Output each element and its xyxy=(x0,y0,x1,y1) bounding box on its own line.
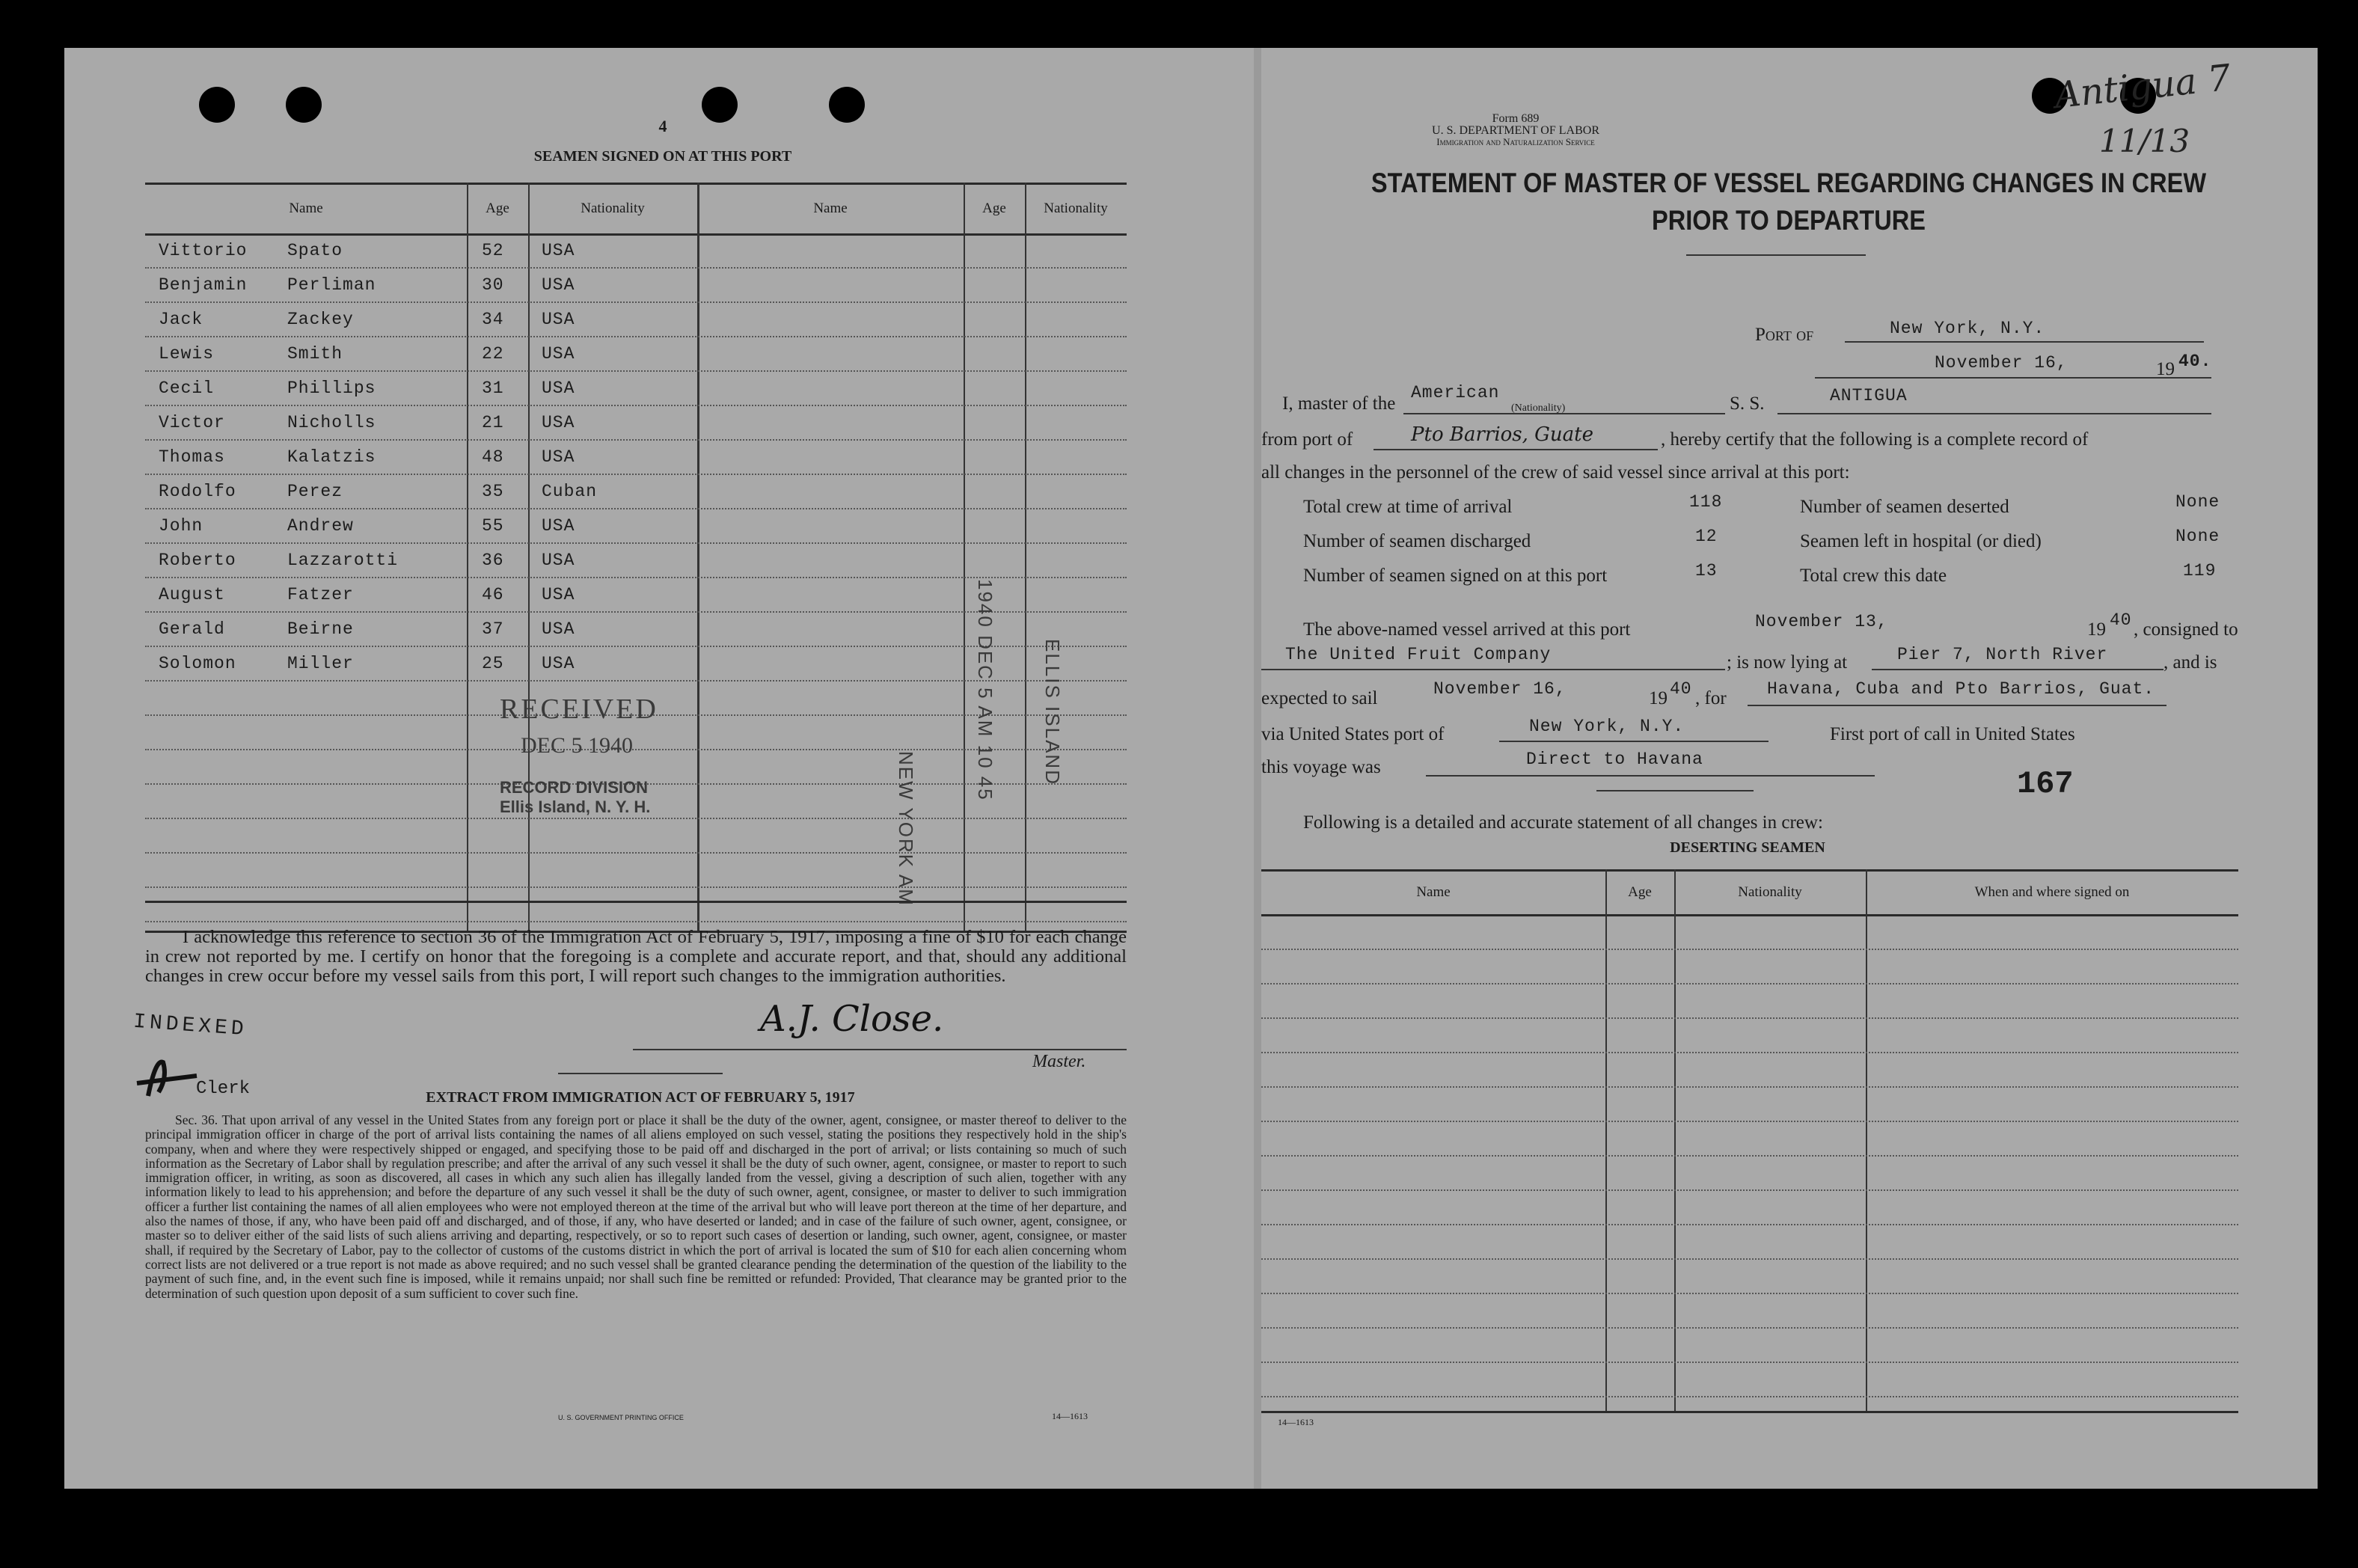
seaman-last-name: Perliman xyxy=(287,275,376,295)
seaman-last-name: Lazzarotti xyxy=(287,551,399,570)
stamp-division: RECORD DIVISION xyxy=(500,778,649,797)
seaman-first-name: John xyxy=(159,516,203,536)
this-voyage-label: this voyage was xyxy=(1261,757,1381,777)
sail-year-prefix: 19 xyxy=(1649,688,1668,708)
acknowledgement-text: I acknowledge this reference to section 36 of the Immigration Act of February 5, 1917, imposing a fine of $10 for each change in crew not reported by me. I certify on honor that the foregoing is a complete and accurate report, and that, should any additional changes in crew occur before my vessel sails from this port, I will report such changes to the immigration authorities. xyxy=(145,927,1127,986)
year-prefix: 19 xyxy=(2156,359,2175,379)
seaman-age: 37 xyxy=(482,619,504,639)
seaman-last-name: Phillips xyxy=(287,379,376,398)
col-nationality: Nationality xyxy=(581,200,645,216)
table-row xyxy=(145,371,1127,406)
seaman-nationality: USA xyxy=(542,344,575,364)
seaman-age: 35 xyxy=(482,482,504,501)
table-row xyxy=(145,543,1127,578)
seaman-last-name: Nicholls xyxy=(287,413,376,432)
arrived-date: November 13, xyxy=(1755,612,1888,631)
discharged-label: Number of seamen discharged xyxy=(1303,531,1531,551)
seaman-last-name: Miller xyxy=(287,654,354,673)
field-line xyxy=(1815,377,2211,379)
arrived-year-prefix: 19 xyxy=(2087,619,2106,640)
field-line xyxy=(1374,449,1658,450)
via-label: via United States port of xyxy=(1261,724,1445,744)
via-port: New York, N.Y. xyxy=(1529,717,1685,736)
divider xyxy=(1686,254,1866,256)
and-is-label: , and is xyxy=(2163,652,2217,673)
seaman-last-name: Andrew xyxy=(287,516,354,536)
table-row xyxy=(145,853,1127,888)
table-row xyxy=(145,509,1127,544)
extract-text: Sec. 36. That upon arrival of any vessel in the United States from any foreign port or place it shall be the duty of the owner, agent, consignee, or master thereof to deliver to the principal immigration officer in charge of the port of arrival lists containing the names of all aliens employed on such vessel, stating the positions they respectively hold in the ship's company, when and where they were respectively shipped or engaged, and specifying those to be paid off and discharged in the port of arrival; or lists containing so much of such information as the Secretary of Labor shall by regulation prescribe; and after the arrival of any such vessel it shall be the duty of such owner, agent, consignee, or master to report to such immigration officer, in writing, as soon as discovered, all cases in which any such alien has illegally landed from the vessel, giving a description of such alien, together with any information likely to lead to his apprehension; and before the departure of any such vessel it shall be the duty of such owner, agent, consignee, or master to deliver to such immigration officer a further list containing the names of all alien employees who were not employed thereon at the time of the arrival but who will leave port thereon at the time of her departure, and also the names of those, if any, who have been paid off and discharged, and of those, if any, who have deserted or landed; and in case of the failure of such owner, agent, consignee, or master so to deliver either of the said lists of such aliens arriving and departing, respectively, or so to report such cases of desertion or landing, such owner, agent, consignee, or master shall, if required by the Secretary of Labor, pay to the collector of customs of the customs district in which the port of arrival is located the sum of $10 for each alien concerning whom correct lists are not delivered or a true report is not made as above required; and no such vessel shall be granted clearance pending the determination of the question of the liability to the payment of such fine, and, in the event such fine is imposed, while it remains unpaid; nor shall such fine be remitted or refunded: Provided, That clearance may be granted prior to the determination of such question upon deposit of a sum sufficient to cover such fine. xyxy=(145,1112,1127,1301)
table-row xyxy=(1261,1396,2238,1397)
master-signature: A.J. Close. xyxy=(760,998,944,1040)
left-title: SEAMEN SIGNED ON AT THIS PORT xyxy=(533,148,792,165)
table-row xyxy=(1261,1017,2238,1019)
table-row xyxy=(145,233,1127,269)
desert-col-nationality: Nationality xyxy=(1738,884,1802,900)
received-stamp xyxy=(500,693,769,817)
seaman-first-name: Lewis xyxy=(159,344,215,364)
table-row xyxy=(145,887,1127,922)
from-port-label: from port of xyxy=(1261,429,1353,450)
table-row xyxy=(145,302,1127,337)
seaman-last-name: Beirne xyxy=(287,619,354,639)
hospital-label: Seamen left in hospital (or died) xyxy=(1800,531,2042,551)
page-gutter xyxy=(1254,48,1261,1489)
vessel-name: ANTIGUA xyxy=(1830,386,1908,405)
table-row xyxy=(1261,1327,2238,1329)
table-row xyxy=(145,337,1127,372)
clerk-label: Clerk xyxy=(196,1079,251,1099)
seaman-nationality: USA xyxy=(542,516,575,536)
certify-text: , hereby certify that the following is a complete record of xyxy=(1661,429,2089,450)
col-age: Age xyxy=(486,200,509,216)
date-value: November 16, xyxy=(1935,353,2068,373)
seaman-first-name: August xyxy=(159,585,225,604)
table-row xyxy=(1261,1362,2238,1363)
total-crew-date-label: Total crew this date xyxy=(1800,566,1947,586)
nationality-value: American xyxy=(1411,383,1500,402)
seaman-age: 30 xyxy=(482,275,504,295)
year-value: 40. xyxy=(2178,352,2212,371)
seaman-nationality: USA xyxy=(542,310,575,329)
table-row xyxy=(1261,1086,2238,1088)
seaman-age: 22 xyxy=(482,344,504,364)
right-page xyxy=(1261,48,2318,1489)
seaman-first-name: Vittorio xyxy=(159,241,248,260)
left-page xyxy=(64,48,1254,1489)
seaman-nationality: USA xyxy=(542,654,575,673)
seaman-last-name: Spato xyxy=(287,241,343,260)
document-sheet xyxy=(64,48,2318,1489)
seaman-last-name: Zackey xyxy=(287,310,354,329)
service: Immigration and Naturalization Service xyxy=(1436,136,1595,147)
signed-on-label: Number of seamen signed on at this port xyxy=(1303,566,1608,586)
field-line xyxy=(1777,413,2211,414)
table-row xyxy=(1261,1258,2238,1260)
seaman-age: 34 xyxy=(482,310,504,329)
master-label: Master. xyxy=(1032,1052,1086,1071)
punch-hole xyxy=(199,87,235,123)
deserting-seamen-table xyxy=(1261,869,2238,1411)
seaman-first-name: Gerald xyxy=(159,619,225,639)
page-number: 4 xyxy=(658,117,667,135)
stamp-date: DEC 5 1940 xyxy=(521,733,633,758)
seaman-first-name: Roberto xyxy=(159,551,236,570)
arrived-label: The above-named vessel arrived at this port xyxy=(1303,619,1631,640)
deserted: None xyxy=(2175,492,2220,512)
seaman-last-name: Kalatzis xyxy=(287,447,376,467)
for-label: , for xyxy=(1695,688,1727,708)
form-title-1: STATEMENT OF MASTER OF VESSEL REGARDING CHANGES IN CREW xyxy=(1371,168,2207,198)
col-nationality-2: Nationality xyxy=(1044,200,1108,216)
port-value: New York, N.Y. xyxy=(1890,319,2045,338)
seaman-age: 25 xyxy=(482,654,504,673)
seaman-nationality: USA xyxy=(542,275,575,295)
divider xyxy=(1596,790,1754,791)
punch-hole xyxy=(286,87,322,123)
punch-hole xyxy=(702,87,738,123)
vertical-stamp-col1: NEW YORK AM xyxy=(895,751,917,907)
master-of-label: I, master of the xyxy=(1282,393,1396,414)
seaman-last-name: Smith xyxy=(287,344,343,364)
seaman-age: 36 xyxy=(482,551,504,570)
signed-on: 13 xyxy=(1695,561,1718,581)
stamp-location: Ellis Island, N. Y. H. xyxy=(500,797,651,816)
field-line xyxy=(1426,775,1875,777)
following-label: Following is a detailed and accurate statement of all changes in crew: xyxy=(1303,812,1823,833)
destination: Havana, Cuba and Pto Barrios, Guat. xyxy=(1767,679,2155,699)
clerk-initial xyxy=(133,1055,178,1100)
field-line xyxy=(1499,741,1768,742)
seaman-age: 55 xyxy=(482,516,504,536)
seaman-nationality: USA xyxy=(542,241,575,260)
seaman-last-name: Fatzer xyxy=(287,585,354,604)
form-number: Form 689 xyxy=(1492,112,1540,125)
desert-col-signed-on: When and where signed on xyxy=(1974,884,2130,900)
field-line xyxy=(1403,413,1725,414)
extract-title: EXTRACT FROM IMMIGRATION ACT OF FEBRUARY 5, 1917 xyxy=(426,1089,855,1106)
seaman-first-name: Victor xyxy=(159,413,225,432)
sail-date: November 16, xyxy=(1433,679,1567,699)
seaman-age: 46 xyxy=(482,585,504,604)
table-row xyxy=(145,474,1127,509)
desert-col-age: Age xyxy=(1628,884,1652,900)
table-row xyxy=(1261,1121,2238,1122)
handwritten-note: Antigua 7 xyxy=(2052,56,2233,117)
deserting-title: DESERTING SEAMEN xyxy=(1670,839,1825,856)
first-port-value: Direct to Havana xyxy=(1526,750,1703,769)
sail-year: 40 xyxy=(1670,679,1692,699)
divider xyxy=(558,1073,723,1074)
seaman-first-name: Jack xyxy=(159,310,203,329)
col-name-2: Name xyxy=(813,200,848,216)
seaman-nationality: USA xyxy=(542,619,575,639)
seaman-nationality: USA xyxy=(542,585,575,604)
field-line xyxy=(1872,669,2163,670)
table-row xyxy=(1261,1224,2238,1225)
field-line xyxy=(1261,669,1725,670)
signature-line xyxy=(633,1049,1127,1050)
table-row xyxy=(145,405,1127,441)
lying-at: Pier 7, North River xyxy=(1897,645,2108,664)
deserted-label: Number of seamen deserted xyxy=(1800,497,2009,517)
table-row xyxy=(1261,1155,2238,1157)
discharged: 12 xyxy=(1695,527,1718,546)
from-port-value: Pto Barrios, Guate xyxy=(1411,423,1594,446)
seaman-first-name: Benjamin xyxy=(159,275,248,295)
total-crew-arrival: 118 xyxy=(1689,492,1723,512)
table-row xyxy=(1261,1293,2238,1294)
handwritten-date: 11/13 xyxy=(2099,123,2190,159)
form-title-2: PRIOR TO DEPARTURE xyxy=(1651,205,1926,236)
form-code-left: 14—1613 xyxy=(1052,1411,1088,1421)
printing-office: U. S. GOVERNMENT PRINTING OFFICE xyxy=(558,1414,684,1421)
total-crew-arrival-label: Total crew at time of arrival xyxy=(1303,497,1513,517)
ss-label: S. S. xyxy=(1730,393,1765,414)
first-port-label: First port of call in United States xyxy=(1830,724,2075,744)
table-row xyxy=(1261,1189,2238,1191)
seaman-age: 52 xyxy=(482,241,504,260)
port-label: Port of xyxy=(1755,325,1814,345)
stamp-title: RECEIVED xyxy=(500,693,658,725)
desert-col-name: Name xyxy=(1416,884,1451,900)
indexed-stamp: INDEXED xyxy=(132,1010,248,1042)
seaman-first-name: Thomas xyxy=(159,447,225,467)
seaman-nationality: USA xyxy=(542,379,575,398)
col-name: Name xyxy=(289,200,323,216)
seaman-first-name: Cecil xyxy=(159,379,215,398)
seaman-age: 48 xyxy=(482,447,504,467)
seaman-age: 31 xyxy=(482,379,504,398)
certify-text-2: all changes in the personnel of the crew of said vessel since arrival at this port: xyxy=(1261,462,1850,483)
seaman-last-name: Perez xyxy=(287,482,343,501)
expected-label: expected to sail xyxy=(1261,688,1378,708)
seaman-first-name: Rodolfo xyxy=(159,482,236,501)
nationality-label: (Nationality) xyxy=(1511,402,1566,414)
table-row xyxy=(1261,983,2238,984)
seaman-nationality: USA xyxy=(542,413,575,432)
table-row xyxy=(145,268,1127,303)
seaman-nationality: USA xyxy=(542,551,575,570)
lying-label: ; is now lying at xyxy=(1727,652,1848,673)
vertical-stamp-col3: ELLIS ISLAND xyxy=(1041,639,1064,785)
consignee: The United Fruit Company xyxy=(1285,645,1552,664)
table-row xyxy=(1261,949,2238,950)
seaman-age: 21 xyxy=(482,413,504,432)
field-line xyxy=(1748,705,2166,706)
seaman-first-name: Solomon xyxy=(159,654,236,673)
stamped-number: 167 xyxy=(2017,766,2074,802)
hospital: None xyxy=(2175,527,2220,546)
table-row xyxy=(145,440,1127,475)
form-code-right: 14—1613 xyxy=(1278,1417,1314,1427)
total-crew-date: 119 xyxy=(2183,561,2217,581)
department: U. S. DEPARTMENT OF LABOR xyxy=(1432,124,1599,137)
vertical-stamp-col2: 1940 DEC 5 AM 10 45 xyxy=(974,579,996,801)
seaman-nationality: Cuban xyxy=(542,482,598,501)
consigned-label: , consigned to xyxy=(2134,619,2238,640)
divider xyxy=(145,901,1127,903)
table-row xyxy=(1261,1052,2238,1053)
arrived-year: 40 xyxy=(2110,610,2132,630)
field-line xyxy=(1845,341,2204,343)
punch-hole xyxy=(829,87,865,123)
seaman-nationality: USA xyxy=(542,447,575,467)
col-age-2: Age xyxy=(982,200,1006,216)
